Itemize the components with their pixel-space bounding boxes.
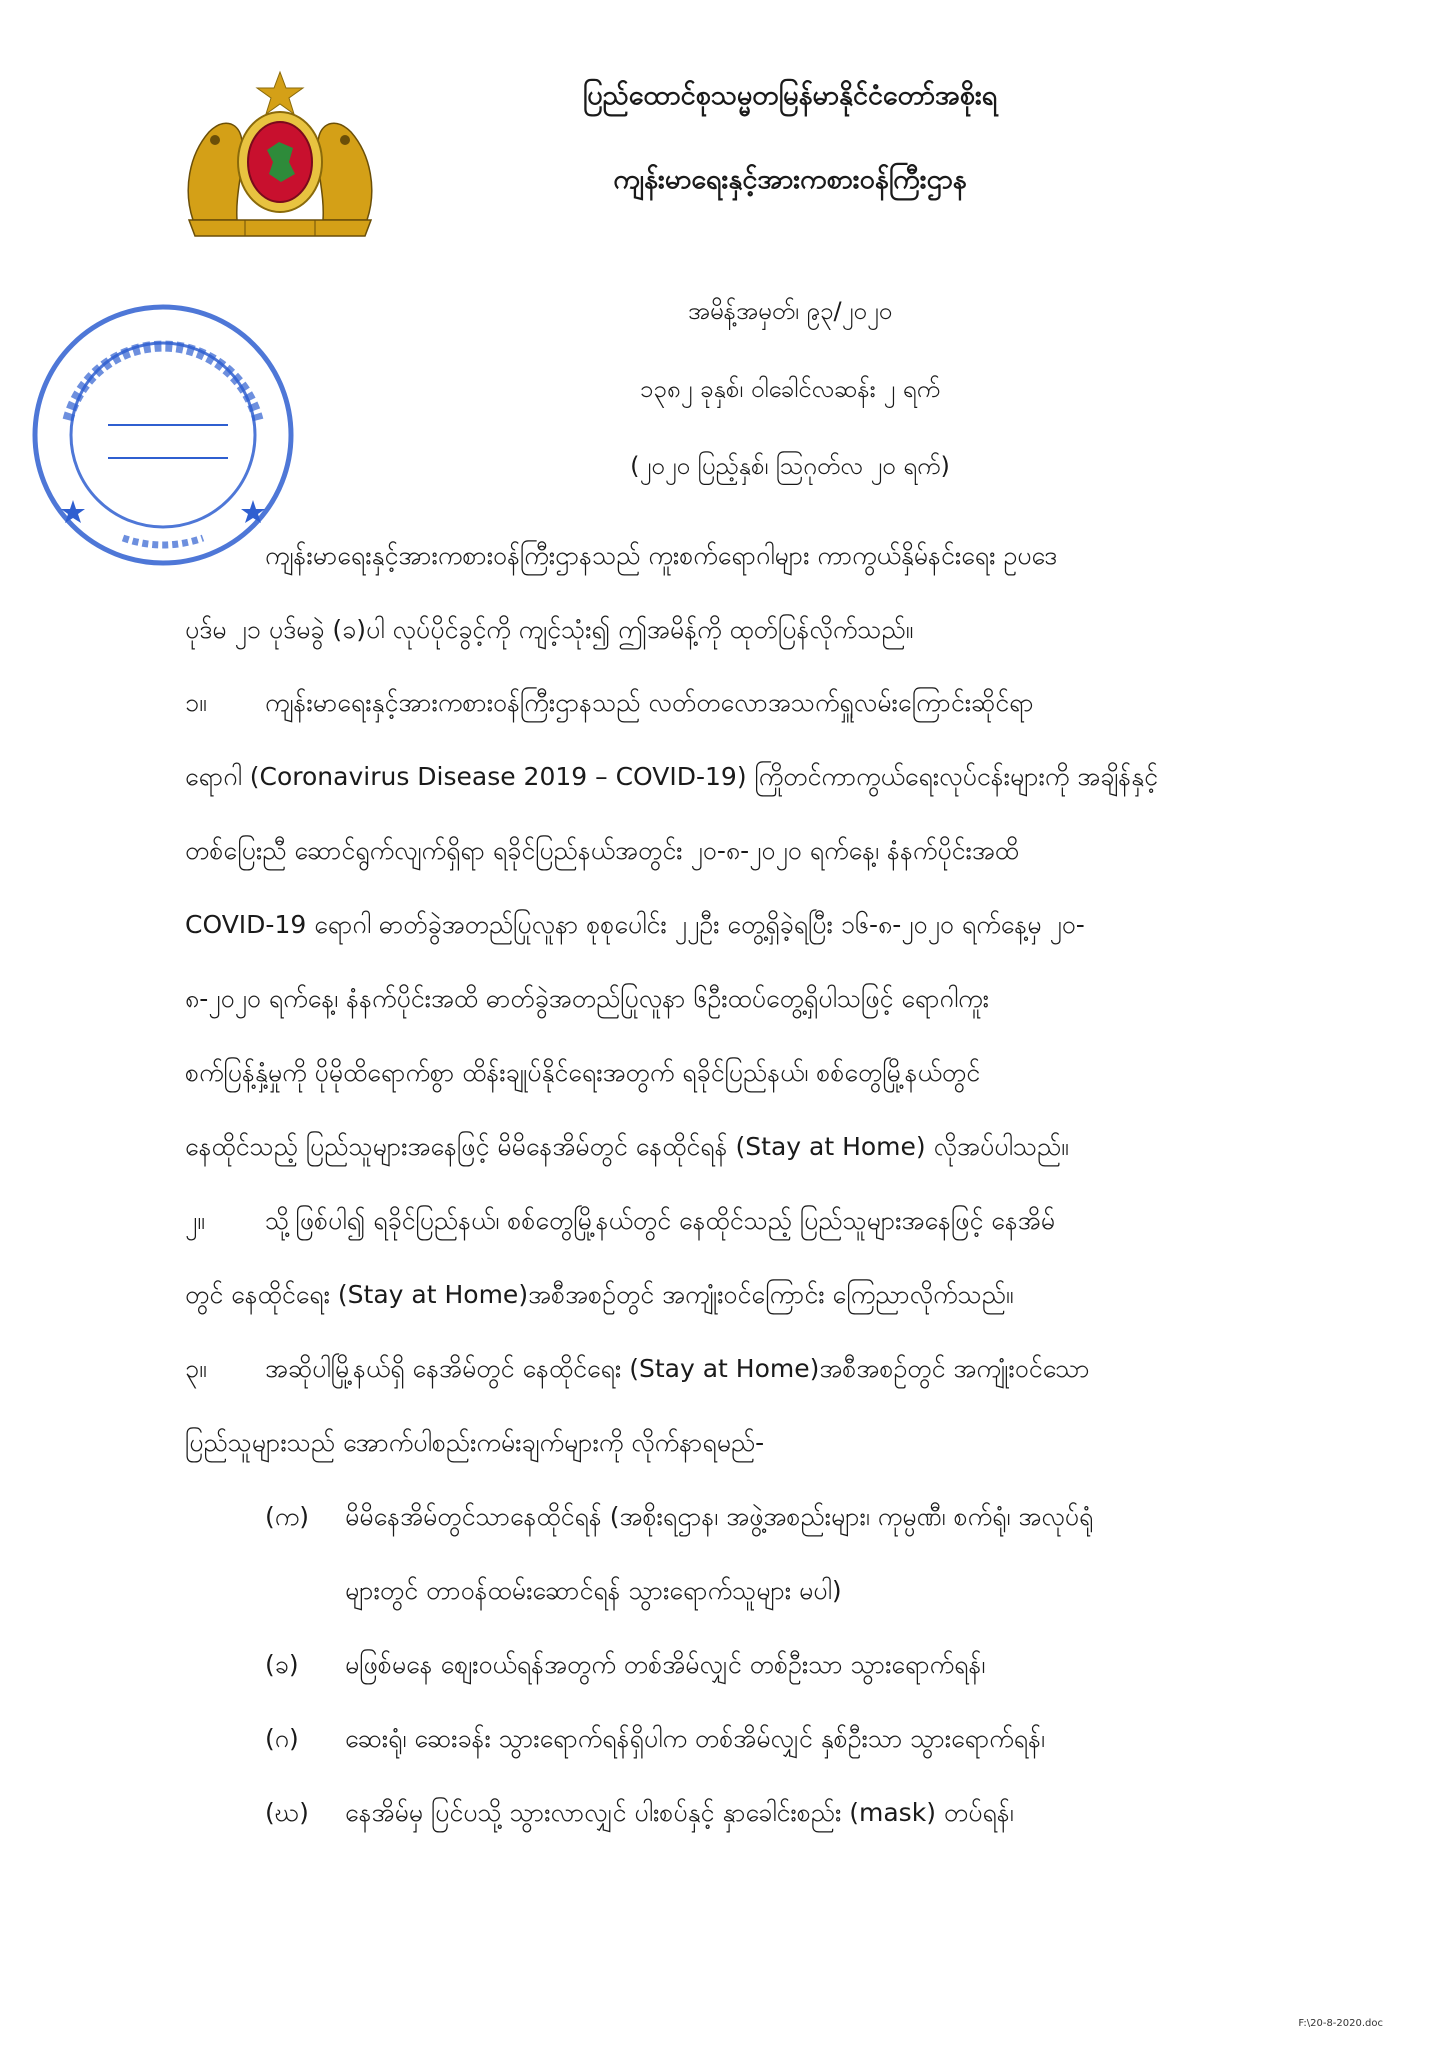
section-line: စက်ပြန့်နှံ့မှုကို ပိုမိုထိရောက်စွာ ထိန်းချုပ်နိုင်ရေးအတွက် ရခိုင်ပြည်နယ်၊ စစ်တွေမြို့နယ်တွင် bbox=[185, 1058, 981, 1087]
intro-line-2: ပုဒ်မ ၂၁ ပုဒ်မခွဲ (ခ)ပါ လုပ်ပိုင်ခွင့်ကို ကျင့်သုံး၍ ဤအမိန့်ကို ထုတ်ပြန်လိုက်သည်။ bbox=[185, 615, 914, 644]
section-line: ရောဂါ (Coronavirus Disease 2019 – COVID-19) ကြိုတင်ကာကွယ်ရေးလုပ်ငန်းများကို အချိန်နှင့် bbox=[185, 762, 1158, 791]
state-emblem bbox=[175, 70, 385, 244]
item-label: (ဂ) bbox=[265, 1724, 299, 1753]
section-line: အဆိုပါမြို့နယ်ရှိ နေအိမ်တွင် နေထိုင်ရေး (Stay at Home)အစီအစဉ်တွင် အကျုံးဝင်သော bbox=[265, 1354, 1090, 1383]
item-label: (ဃ) bbox=[265, 1798, 309, 1827]
item-label: (ခ) bbox=[265, 1650, 299, 1679]
file-reference: F:\20-8-2020.doc bbox=[1298, 2018, 1383, 2029]
item-line: နေအိမ်မှ ပြင်ပသို့ သွားလာလျှင် ပါးစပ်နှင့် နှာခေါင်းစည်း (mask) တပ်ရန်၊ bbox=[345, 1798, 1014, 1827]
section-line: နေထိုင်သည့် ပြည်သူများအနေဖြင့် မိမိနေအိမ်တွင် နေထိုင်ရန် (Stay at Home) လိုအပ်ပါသည်။ bbox=[185, 1132, 1069, 1161]
section-line: တွင် နေထိုင်ရေး (Stay at Home)အစီအစဉ်တွင် အကျုံးဝင်ကြောင်း ကြေညာလိုက်သည်။ bbox=[185, 1280, 1014, 1309]
date-myanmar: ၁၃၈၂ ခုနှစ်၊ ဝါခေါင်လဆန်း ၂ ရက် bbox=[639, 375, 941, 403]
item-label: (က) bbox=[265, 1502, 309, 1531]
section-line: COVID-19 ရောဂါ ဓာတ်ခွဲအတည်ပြုလူနာ စုစုပေါင်း ၂၂ဦး တွေ့ရှိခဲ့ရပြီး ၁၆-၈-၂၀၂၀ ရက်နေ့မှ ၂၀- bbox=[185, 910, 1085, 939]
section-line: ကျန်းမာရေးနှင့်အားကစားဝန်ကြီးဌာနသည် လတ်တလောအသက်ရှူလမ်းကြောင်းဆိုင်ရာ bbox=[265, 688, 1034, 717]
section-number: ၂။ bbox=[185, 1206, 205, 1235]
date-gregorian: (၂၀၂၀ ပြည့်နှစ်၊ ဩဂုတ်လ ၂၀ ရက်) bbox=[630, 452, 950, 480]
section-number: ၁။ bbox=[185, 688, 207, 717]
item-line: ဆေးရုံ၊ ဆေးခန်း သွားရောက်ရန်ရှိပါက တစ်အိမ်လျှင် နှစ်ဦးသာ သွားရောက်ရန်၊ bbox=[345, 1724, 1046, 1753]
section-line: တစ်ပြေးညီ ဆောင်ရွက်လျက်ရှိရာ ရခိုင်ပြည်နယ်အတွင်း ၂၀-၈-၂၀၂၀ ရက်နေ့၊ နံနက်ပိုင်းအထိ bbox=[185, 836, 1019, 865]
ministry-title: ကျန်းမာရေးနှင့်အားကစားဝန်ကြီးဌာန bbox=[613, 164, 967, 195]
item-line: မဖြစ်မနေ စျေးဝယ်ရန်အတွက် တစ်အိမ်လျှင် တစ်ဦးသာ သွားရောက်ရန်၊ bbox=[345, 1650, 986, 1679]
government-title: ပြည်ထောင်စုသမ္မတမြန်မာနိုင်ငံတော်အစိုးရ bbox=[582, 80, 998, 111]
section-line: ပြည်သူများသည် အောက်ပါစည်းကမ်းချက်များကို လိုက်နာရမည်- bbox=[185, 1428, 765, 1457]
item-line: မိမိနေအိမ်တွင်သာနေထိုင်ရန် (အစိုးရဌာန၊ အဖွဲ့အစည်းများ၊ ကုမ္ပဏီ၊ စက်ရုံ၊ အလုပ်ရုံ bbox=[345, 1502, 1094, 1531]
ministry-seal bbox=[28, 300, 298, 574]
section-line: သို့ဖြစ်ပါ၍ ရခိုင်ပြည်နယ်၊ စစ်တွေမြို့နယ်တွင် နေထိုင်သည့် ပြည်သူများအနေဖြင့် နေအိမ် bbox=[265, 1206, 1056, 1235]
order-number: အမိန့်အမှတ်၊ ၉၃/၂၀၂၀ bbox=[687, 297, 893, 325]
section-number: ၃။ bbox=[185, 1354, 207, 1383]
item-line: များတွင် တာဝန်ထမ်းဆောင်ရန် သွားရောက်သူများ မပါ) bbox=[345, 1576, 842, 1605]
section-line: ၈-၂၀၂၀ ရက်နေ့၊ နံနက်ပိုင်းအထိ ဓာတ်ခွဲအတည်ပြုလူနာ ၆ဦးထပ်တွေ့ရှိပါသဖြင့် ရောဂါကူး bbox=[185, 984, 989, 1013]
intro-line-1: ကျန်းမာရေးနှင့်အားကစားဝန်ကြီးဌာနသည် ကူးစက်ရောဂါများ ကာကွယ်နှိမ်နင်းရေး ဥပဒေ bbox=[265, 541, 1058, 570]
